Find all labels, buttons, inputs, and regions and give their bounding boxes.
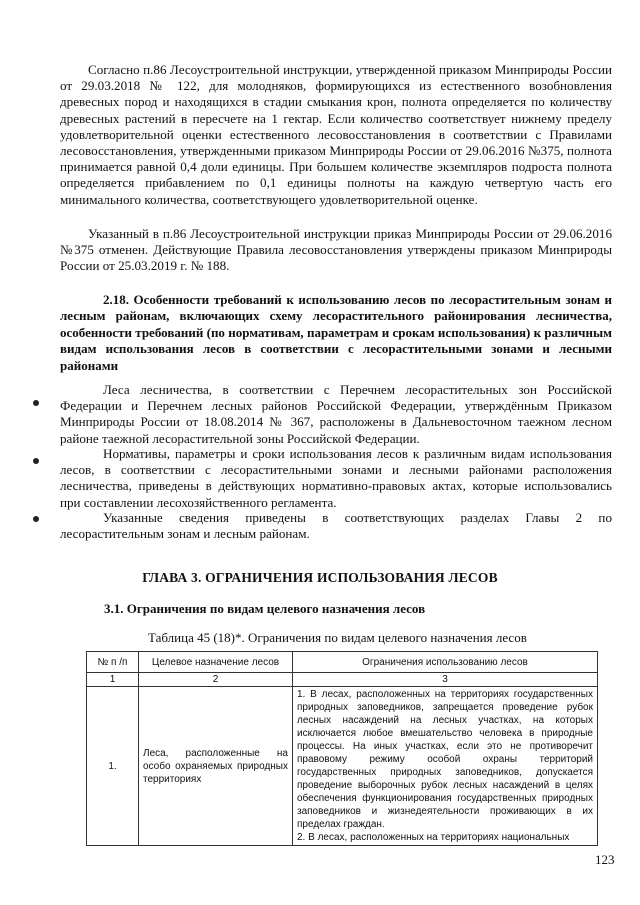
header-cell-purpose: Целевое назначение лесов <box>139 652 293 673</box>
table-column-number-row <box>87 673 598 687</box>
section-2-18-heading: 2.18. Особенности требований к использованию лесов по лесорастительным зонам и лесным районам, включающих схему лесорастительного районирования лесничества, особенности требований (по нормативам, параметрам и срокам использования) к различным видам использования лесов в соответствии с лесорастительными зонами и лесными районами <box>60 292 612 373</box>
restrictions-cell <box>293 687 598 846</box>
table-caption: Таблица 45 (18)*. Ограничения по видам целевого назначения лесов <box>148 630 527 645</box>
chapter-3-heading: ГЛАВА 3. ОГРАНИЧЕНИЯ ИСПОЛЬЗОВАНИЯ ЛЕСОВ <box>142 570 498 585</box>
section-3-1-heading: 3.1. Ограничения по видам целевого назначения лесов <box>104 601 426 616</box>
paragraph-5: Указанные сведения приведены в соответствующих разделах Главы 2 по лесорастительным зонам и лесным районам. <box>60 510 612 542</box>
scan-mark-dot <box>33 458 39 464</box>
paragraph-3: Леса лесничества, в соответствии с Перечнем лесорастительных зон Российской Федерации и Перечнем лесных районов Российской Федерации, утверждённым Приказом Минприроды России от 18.08.2014 № 367, расположены в Дальневосточном таежном лесном районе таежной лесорастительной зоны Российской Федерации. <box>60 382 612 446</box>
purpose-cell: Леса, расположенные на особо охраняемых природных территориях <box>139 687 293 846</box>
page-number: 123 <box>595 852 615 867</box>
paragraph-4: Нормативы, параметры и сроки использования лесов к различным видам использования лесов, в соответствии с лесорастительными зонами и лесными районами расположения лесничества, приведены в действующих нормативно-правовых актах, которые использовались при составлении лесохозяйственного регламента. <box>60 446 612 510</box>
column-number-cell: 2 <box>139 673 293 687</box>
paragraph-1: Согласно п.86 Лесоустроительной инструкции, утвержденной приказом Минприроды России от 29.03.2018 № 122, для молодняков, формирующихся из естественного возобновления древесных пород и находящихся в стадии смыкания крон, полнота определяется по количеству древесных растений в пересчете на 1 гектар. Если количество соответствует нижнему пределу удовлетворительной оценки естественного лесовосстановления в соответствии с Правилами лесовосстановления, утвержденными приказом Минприроды России от 29.06.2016 №375, полнота принимается равной 0,4 доли единицы. При большем количестве экземпляров подроста полнота определяется прибавлением по 0,1 единицы полноты на каждую четвертую часть его минимального количества, соответствующего удовлетворительной оценке. <box>60 62 612 207</box>
restrictions-text: 1. В лесах, расположенных на территориях государственных природных заповедников, запрещается проведение рубок лесных насаждений на лесных участках, на которых исключается любое вмешательство человека в природные процессы. На иных участках, если это не противоречит правовому режиму особой охраны территорий государственных природных заповедников, допускается проведение выборочных рубок лесных насаждений в целях обеспечения функционирования государственных природных заповедников и жизнедеятельности проживающих в их пределах граждан. <box>297 689 593 830</box>
restrictions-text-continued: 2. В лесах, расположенных на территориях национальных <box>297 832 570 843</box>
scan-mark-dot <box>33 400 39 406</box>
paragraph-2: Указанный в п.86 Лесоустроительной инструкции приказ Минприроды России от 29.06.2016 №375 отменен. Действующие Правила лесовосстановления утверждены приказом Минприроды России от 25.03.2019 г. № 188. <box>60 226 612 274</box>
scan-mark-dot <box>33 516 39 522</box>
restrictions-table <box>86 651 598 846</box>
table-row <box>87 687 598 846</box>
header-cell-restrictions: Ограничения использованию лесов <box>293 652 598 673</box>
header-cell-number: № п /п <box>87 652 139 673</box>
table-header-row <box>87 652 598 673</box>
column-number-cell: 3 <box>293 673 598 687</box>
column-number-cell: 1 <box>87 673 139 687</box>
row-number-cell: 1. <box>87 687 139 846</box>
